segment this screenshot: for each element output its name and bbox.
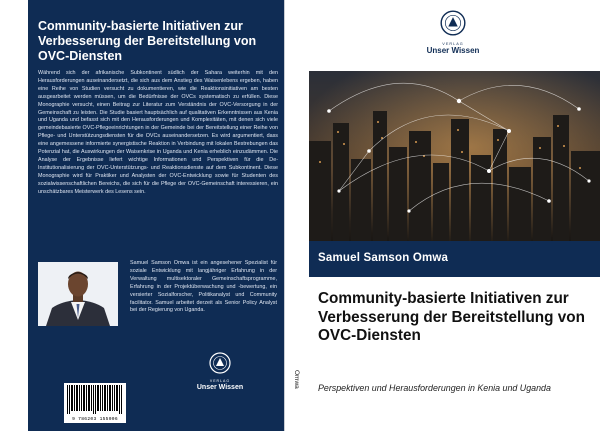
front-cover-header <box>309 0 600 71</box>
front-cover-subtitle: Perspektiven und Herausforderungen in Kenia und Uganda <box>318 383 551 393</box>
verlag-label: VERLAG <box>442 42 464 46</box>
publisher-logo-icon <box>440 10 466 36</box>
author-bar <box>309 241 600 277</box>
isbn-digits: 9 786203 155006 <box>72 417 118 422</box>
city-network-photo <box>309 71 600 241</box>
front-cover-title: Community-basierte Initiativen zur Verbesserung der Bereitstellung von OVC-Diensten <box>318 290 585 344</box>
city-network-image <box>309 71 600 241</box>
author-photo <box>38 262 118 326</box>
publisher-name: Unser Wissen <box>426 46 480 55</box>
front-publisher-logo <box>423 10 483 55</box>
back-publisher-logo <box>192 352 248 391</box>
spine-author: Omwa <box>293 370 300 389</box>
author-bio: Samuel Samson Omwa ist ein angesehener Spezialist für soziale Entwicklung mit langjähriger Erfahrung in der Verwaltung multisektoraler Gemeinschaftsprogramme, Erfahrung in der Projektüberwachung und -bewertung, ein versierter Sozialforscher, Politikanalyst und Community facilitator. Samuel arbeitet derzeit als Senior Policy Analyst bei der Regierung von Uganda. <box>130 260 277 314</box>
back-cover-title: Community-basierte Initiativen zur Verbesserung der Bereitstellung von OVC-Diensten <box>38 19 257 63</box>
publisher-logo-icon <box>209 352 231 374</box>
front-author-name: Samuel Samson Omwa <box>318 252 449 264</box>
back-cover-blurb: Während sich der afrikanische Subkontinent südlich der Sahara weiterhin mit den Herausforderungen auseinandersetzt, die sich aus dem Anstieg des Waisenlebens ergeben, haben eine Reihe von Studien versucht zu dokumentieren, wie die Reaktionsinitiativen am besten ausgearbeitet werden müssen, um die Bedürfnisse der OVCs systematisch zu erfüllen. Diese Monographie versucht, einen Beitrag zur Literatur zum Verständnis der OVC-Versorgung in der Gemeinschaft zu leisten. Die Studie basiert hauptsächlich auf qualitativen Erkenntnissen aus Kenia und Uganda und befasst sich mit den Herausforderungen und Komplexitäten, mit denen sich viele gemeindebasierte OVC-Pflegeeinrichtungen in der Gemeinde bei der Bereitstellung einer Reihe von Pflege- und Unterstützungsdiensten für die OVCs auseinandersetzen. Es wird argumentiert, dass eine angemessene informierte synergistische Reaktion in Verbindung mit lokalen Bestrebungen das Potenzial hat, die Auswirkungen der Waisenkrise in Uganda und Kenia erheblich einzudämmen. Die Analyse der Ergebnisse liefert wichtige Informationen und Perspektiven für die De-Institutionalisierung der OVC-Unterstützungs- und Reaktionsdienste auf dem Subkontinent. Diese Monographie wird für Praktiker und Analysten der OVC-Entwicklung sowie für Studenten des sozialwissenschaftlichen Bereichs, die sich für die Pflege der OVC-Gemeinschaft interessieren, ein unschätzbares Meisterwerk des Lesens sein. <box>38 70 278 195</box>
publisher-name: Unser Wissen <box>196 384 244 391</box>
back-cover <box>28 0 284 431</box>
book-spine <box>284 0 309 431</box>
isbn-barcode <box>64 383 126 423</box>
barcode-icon <box>64 383 126 415</box>
front-cover <box>309 0 600 431</box>
verlag-label: VERLAG <box>209 379 231 383</box>
author-portrait-icon <box>38 262 118 326</box>
